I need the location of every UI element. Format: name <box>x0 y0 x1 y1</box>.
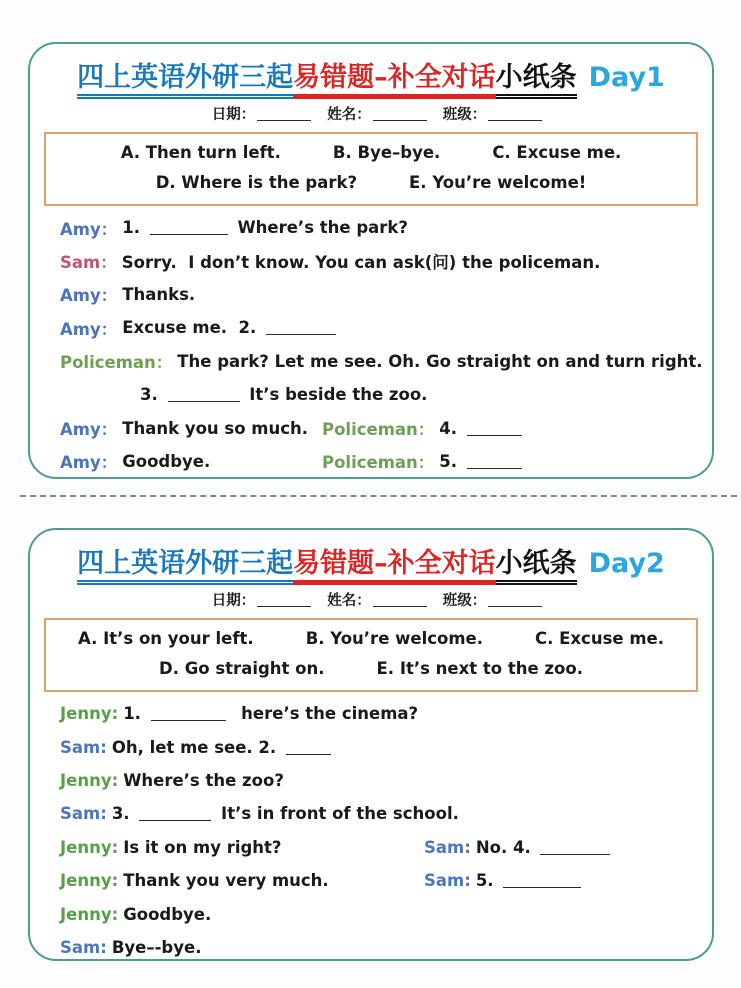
title-part-blue: 四上英语外研三起 <box>77 548 293 585</box>
title-part-red: 易错题–补全对话 <box>293 548 496 585</box>
dialogue-text: Where’s the zoo? <box>123 770 284 790</box>
fill-in-blank[interactable] <box>373 592 427 607</box>
dialogue-text: 3. <box>140 385 164 405</box>
speaker-name: Sam: <box>424 837 471 857</box>
dialogue-line <box>60 730 700 763</box>
dialogue-text: 1. <box>123 704 147 724</box>
dialogue-line <box>60 345 703 378</box>
dialogue-column <box>60 449 322 473</box>
worksheet-card-day1 <box>28 42 714 479</box>
title-part-day: Day1 <box>588 62 665 93</box>
answer-blank[interactable] <box>168 387 240 402</box>
dialogue-line <box>60 244 700 277</box>
speaker-name: Jenny: <box>60 871 119 891</box>
option-item: A. Then turn left. <box>120 143 281 162</box>
dialogue-column <box>322 416 526 440</box>
dialogue-column <box>60 416 322 440</box>
dialogue-line <box>60 411 700 444</box>
fill-in-blank[interactable] <box>257 592 311 607</box>
dialogue-text: It’s in front of the school. <box>215 804 459 824</box>
speaker-name: Policeman： <box>60 353 173 373</box>
dialogue-line <box>60 697 700 730</box>
date-row <box>42 105 700 125</box>
option-item: C. Excuse me. <box>492 143 622 162</box>
dialogue-column <box>424 871 585 890</box>
dialogue-text: here’s the cinema? <box>229 704 419 724</box>
dialogue-text: Goodbye. <box>122 451 211 471</box>
date-row-label: 姓名： <box>327 107 371 123</box>
worksheet-card-day2 <box>28 528 714 961</box>
dialogue-column <box>60 316 340 340</box>
speaker-name: Policeman： <box>322 420 435 440</box>
option-item: A. It’s on your left. <box>78 629 254 648</box>
dialogue-column <box>60 905 211 924</box>
dialogue-text: 5. <box>475 871 500 891</box>
dialogue-text: Goodbye. <box>123 904 212 924</box>
dialogue-text: Bye–-bye. <box>111 937 202 957</box>
date-row-label: 日期： <box>211 107 256 123</box>
speaker-name: Sam: <box>424 871 471 891</box>
answer-blank[interactable] <box>467 421 522 436</box>
dialogue-line <box>60 311 700 344</box>
option-item: B. Bye–bye. <box>332 143 441 162</box>
dialogue-line <box>60 764 700 797</box>
dialogue <box>42 697 700 964</box>
dialogue-column <box>60 938 201 957</box>
title-part-black: 小纸条 <box>496 548 577 585</box>
dialogue-text: Thank you very much. <box>123 871 329 891</box>
option-item: E. You’re welcome! <box>409 173 587 192</box>
date-row <box>42 591 700 611</box>
speaker-name: Amy： <box>60 319 118 339</box>
answer-blank[interactable] <box>540 840 610 855</box>
title-part-red: 易错题–补全对话 <box>293 62 496 99</box>
dialogue-column <box>60 704 418 723</box>
dialogue-line <box>60 897 700 930</box>
dialogue-text: No. 4. <box>475 837 537 857</box>
dialogue-text: Where’s the park? <box>231 218 408 238</box>
section-title <box>42 544 700 584</box>
answer-blank[interactable] <box>266 320 336 335</box>
dialogue-text: It’s beside the zoo. <box>243 385 428 405</box>
speaker-name: Policeman： <box>322 453 435 473</box>
speaker-name: Jenny: <box>60 770 119 790</box>
dialogue-line <box>60 797 700 830</box>
dialogue-column <box>60 804 459 823</box>
dialogue-text: 4. <box>439 418 463 438</box>
dialogue-text: 1. <box>122 218 146 238</box>
option-item: D. Go straight on. <box>159 659 325 678</box>
dialogue-column <box>60 871 424 890</box>
dialogue-column <box>60 838 424 857</box>
dialogue-column <box>140 385 427 404</box>
date-row-label: 姓名： <box>327 593 371 609</box>
option-item: B. You’re welcome. <box>305 629 483 648</box>
option-item: E. It’s next to the zoo. <box>376 659 583 678</box>
date-row-label: 日期： <box>211 593 256 609</box>
dialogue-line <box>60 931 700 964</box>
title-part-blue: 四上英语外研三起 <box>77 62 293 99</box>
dialogue-column <box>60 249 600 273</box>
options-row <box>46 654 696 684</box>
answer-blank[interactable] <box>151 706 226 721</box>
section-title <box>42 58 700 98</box>
dialogue-line <box>60 278 700 311</box>
dialogue-line <box>60 831 700 864</box>
dialogue-text: 3. <box>111 804 136 824</box>
dialogue-column <box>60 738 335 757</box>
answer-blank[interactable] <box>139 806 211 821</box>
speaker-name: Amy： <box>60 453 118 473</box>
date-row-label: 班级： <box>442 593 487 609</box>
dialogue-text: Thank you so much. <box>122 418 309 438</box>
answer-blank[interactable] <box>467 454 522 469</box>
dialogue-text: Excuse me. 2. <box>122 318 263 338</box>
speaker-name: Amy： <box>60 420 118 440</box>
answer-blank[interactable] <box>286 740 331 755</box>
dialogue-column <box>60 282 195 306</box>
dialogue-line <box>60 445 700 478</box>
title-part-black: 小纸条 <box>496 62 577 99</box>
dialogue-text: Thanks. <box>122 284 196 304</box>
speaker-name: Amy： <box>60 219 118 239</box>
answer-blank[interactable] <box>150 220 228 235</box>
dashed-separator <box>20 495 737 497</box>
options-row <box>46 168 696 198</box>
dialogue-column <box>60 771 284 790</box>
dialogue-column <box>60 216 408 240</box>
dialogue-text: 5. <box>439 451 463 471</box>
dialogue-column <box>424 838 614 857</box>
dialogue-column <box>322 449 526 473</box>
speaker-name: Amy： <box>60 286 118 306</box>
options-row <box>46 624 696 654</box>
fill-in-blank[interactable] <box>488 592 542 607</box>
dialogue-text: The park? Let me see. Oh. Go straight on and turn right. <box>177 351 703 371</box>
dialogue-column <box>60 349 703 373</box>
fill-in-blank[interactable] <box>257 106 311 121</box>
answer-blank[interactable] <box>503 873 581 888</box>
dialogue-line <box>60 864 700 897</box>
speaker-name: Jenny: <box>60 904 119 924</box>
dialogue-text: Oh, let me see. 2. <box>111 737 282 757</box>
speaker-name: Jenny: <box>60 837 119 857</box>
fill-in-blank[interactable] <box>373 106 427 121</box>
speaker-name: Sam: <box>60 737 107 757</box>
options-box <box>44 618 698 692</box>
speaker-name: Sam： <box>60 253 117 273</box>
title-part-day: Day2 <box>588 548 665 579</box>
option-item: D. Where is the park? <box>155 173 358 192</box>
dialogue <box>42 211 703 478</box>
fill-in-blank[interactable] <box>488 106 542 121</box>
dialogue-line <box>60 378 700 411</box>
speaker-name: Sam: <box>60 937 107 957</box>
speaker-name: Sam: <box>60 804 107 824</box>
date-row-label: 班级： <box>442 107 487 123</box>
dialogue-line <box>60 211 700 244</box>
options-box <box>44 132 698 206</box>
dialogue-text: Sorry. I don’t know. You can ask(问) the policeman. <box>121 253 601 273</box>
option-item: C. Excuse me. <box>535 629 664 648</box>
options-row <box>46 138 696 168</box>
dialogue-text: Is it on my right? <box>123 837 282 857</box>
speaker-name: Jenny: <box>60 704 119 724</box>
